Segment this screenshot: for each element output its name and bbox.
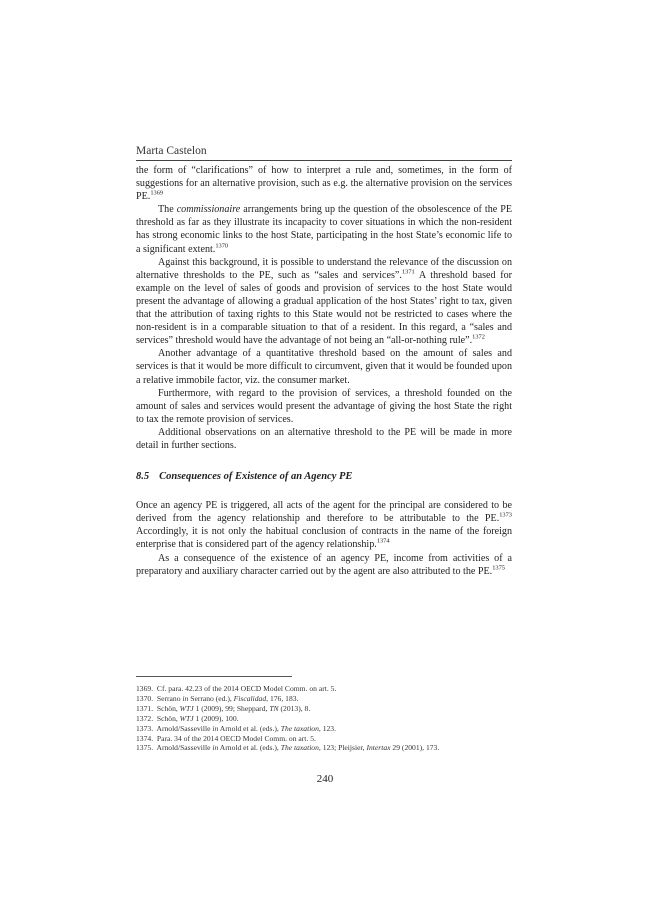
footnote-divider [136, 676, 292, 677]
footnote: 1370. Serrano in Serrano (ed.), Fiscalidad, 176, 183. [136, 693, 299, 703]
body-paragraph: Another advantage of a quantitative threshold based on the amount of sales and services is that it would be more difficult to circumvent, given that it would be founded upon a relative immobile factor, viz. the consumer market. [136, 348, 512, 386]
section-paragraph: As a consequence of the existence of an agency PE, income from activities of a preparatory and auxiliary character carried out by the agent are also attributed to the PE.$^{1375}$ [136, 552, 512, 577]
body-text [136, 164, 512, 578]
body-paragraph: Furthermore, with regard to the provision of services, a threshold founded on the amount of sales and services would present the advantage of giving the host State the right to tax the remote provision of services. [136, 387, 512, 425]
section-paragraph: Once an agency PE is triggered, all acts of the agent for the principal are considered to be derived from the agency relationship and therefore to be attributable to the PE.$^{1373}$ Accordingly, it is not only the habitual conclusion of contracts in the name of the foreign enterprise that is considered part of the agency relationship.$^{1374}$ [136, 500, 512, 551]
author-name: Marta Castelon [136, 145, 207, 157]
body-paragraph: Additional observations on an alternative threshold to the PE will be made in more detail in further sections. [136, 426, 512, 451]
footnote: 1369. Cf. para. 42.23 of the 2014 OECD Model Comm. on art. 5. [136, 684, 337, 693]
footnote: 1374. Para. 34 of the 2014 OECD Model Comm. on art. 5. [136, 733, 316, 743]
section-paragraph-list [136, 499, 512, 578]
body-paragraph: the form of “clarifications” of how to interpret a rule and, sometimes, in the form of suggestions for an alternative provision, such as e.g. the alternative provision on the services PE.$^{1369}$ [136, 165, 512, 203]
paragraph-list [136, 164, 512, 452]
footnote: 1371. Schön, WTJ 1 (2009), 99; Sheppard, TN (2013), 8. [136, 703, 311, 713]
running-header [136, 145, 512, 161]
section-number: 8.5 [136, 471, 150, 483]
page-number: 240 [316, 773, 334, 785]
section-title: Consequences of Existence of an Agency PE [159, 471, 353, 483]
footnote: 1372. Schön, WTJ 1 (2009), 100. [136, 713, 239, 723]
section-heading [136, 470, 512, 483]
footnote: 1375. Arnold/Sasseville in Arnold et al. (eds.), The taxation, 123; Pleijsier, Intertax 29 (2001), 173. [136, 743, 440, 753]
footnotes [136, 684, 516, 753]
body-paragraph: The commissionaire arrangements bring up the question of the obsolescence of the PE threshold as far as they illustrate its incapacity to cover situations in which the non-resident has strong economic links to the host State, participating in the host State’s economic life to a significant extent.$^{1370}$ [136, 204, 512, 255]
body-paragraph: Against this background, it is possible to understand the relevance of the discussion on alternative thresholds to the PE, such as “sales and services”.$^{1371}$ A threshold based for example on the level of sales of goods and provision of services to the host State would present the advantage of allowing a gradual application of the host States’ right to tax, given that the attribution of taxing rights to this State would not be restricted to cases where the non-resident is in a comparable situation to that of a resident. In this regard, a “sales and services” threshold would have the advantage of not being an “all-or-nothing rule”.$^{1372}$ [136, 256, 512, 347]
footnote: 1373. Arnold/Sasseville in Arnold et al. (eds.), The taxation, 123. [136, 723, 336, 733]
